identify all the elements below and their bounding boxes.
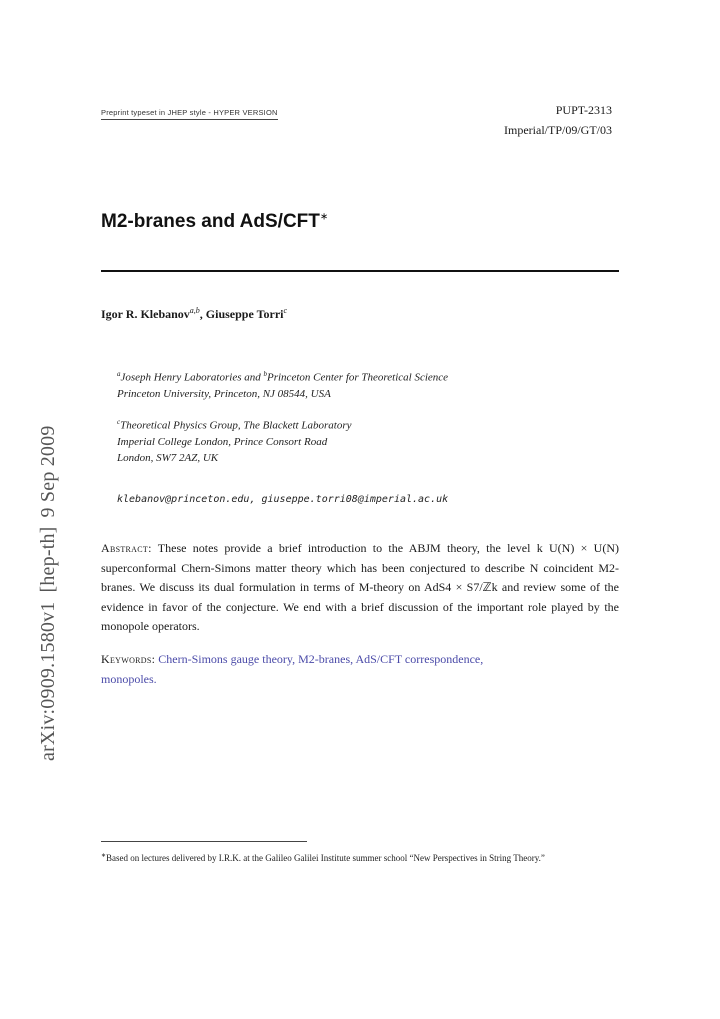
affil-mark: b xyxy=(263,370,267,378)
affiliation-line: London, SW7 2AZ, UK xyxy=(117,451,219,464)
footnote xyxy=(101,849,619,866)
arxiv-id: arXiv:0909.1580v1 xyxy=(37,601,59,761)
footnote-rule xyxy=(101,841,307,842)
keyword-separator: , xyxy=(292,652,299,666)
abstract-line: These notes provide a brief introduction to the ABJM theory, the level k xyxy=(157,541,543,555)
affil-text: Princeton Center for Theoretical Science xyxy=(267,371,449,384)
report-number-1: PUPT-2313 xyxy=(555,103,612,117)
paper-title-text: M2-branes and AdS/CFT xyxy=(101,211,320,232)
keyword-link[interactable]: monopoles xyxy=(101,671,154,686)
affil-mark: c xyxy=(117,418,121,426)
affiliation-2 xyxy=(117,414,352,466)
abstract-line: U(N) × U(N) superconformal Chern-Simons matter theory which has been conjectured to xyxy=(101,541,620,575)
keyword-link[interactable]: Chern-Simons gauge theory xyxy=(158,652,293,666)
author-name: Igor R. Klebanov xyxy=(101,307,190,321)
keyword-link[interactable]: M2-branes xyxy=(298,652,351,666)
keyword-separator: . xyxy=(153,671,157,686)
affil-text: Theoretical Physics Group, The Blackett Laboratory xyxy=(120,419,352,432)
keywords-label: Keywords: xyxy=(101,652,156,666)
author-list: Igor R. Klebanov$^{a,b}$, Giuseppe Torri$^c$ xyxy=(101,306,288,321)
keyword-link[interactable]: AdS/CFT correspondence xyxy=(355,652,481,666)
affiliation-1 xyxy=(117,366,448,402)
keywords xyxy=(101,650,619,689)
affiliation-line: Imperial College London, Prince Consort Road xyxy=(117,435,328,448)
abstract-label: Abstract: xyxy=(101,541,152,555)
author-affil-mark: a,b xyxy=(189,306,200,315)
footnote-text: Based on lectures delivered by I.R.K. at the Galileo Galilei Institute summer school “New Perspectives in String Theory.” xyxy=(106,853,545,863)
title-rule xyxy=(101,270,619,272)
arxiv-date: 9 Sep 2009 xyxy=(37,425,59,518)
author-name: Giuseppe Torri xyxy=(205,307,284,321)
keyword-separator: , xyxy=(480,652,484,666)
preprint-note: Preprint typeset in JHEP style - HYPER VERSION xyxy=(101,108,278,120)
arxiv-stamp[interactable] xyxy=(37,425,60,761)
abstract-line: brief discussion of the important role played by the monopole operators. xyxy=(101,599,619,633)
affil-mark: a xyxy=(117,370,121,378)
author-affil-mark: c xyxy=(283,306,288,315)
paper-title xyxy=(101,211,328,233)
author-emails[interactable]: klebanov@princeton.edu, giuseppe.torri08@imperial.ac.uk xyxy=(117,494,449,505)
abstract-line: AdS4 × S7/ℤk and review some of the evidence in favor of the conjecture. We end with a xyxy=(101,580,620,614)
abstract xyxy=(101,539,619,637)
title-footnote-mark[interactable]: ∗ xyxy=(319,211,329,223)
report-number-2: Imperial/TP/09/GT/03 xyxy=(504,123,612,137)
arxiv-category: [hep-th] xyxy=(37,526,59,593)
affiliation-line: Princeton University, Princeton, NJ 08544, USA xyxy=(117,387,331,400)
keyword-separator: , xyxy=(350,652,356,666)
affiliation-line xyxy=(117,366,448,386)
footnote-mark: ∗ xyxy=(101,853,107,859)
affil-text: Joseph Henry Laboratories and xyxy=(120,371,264,384)
affiliation-line xyxy=(117,414,352,434)
abstract-line: describe N coincident M2-branes. We discuss its dual formulation in terms of M-theory on xyxy=(101,560,620,594)
